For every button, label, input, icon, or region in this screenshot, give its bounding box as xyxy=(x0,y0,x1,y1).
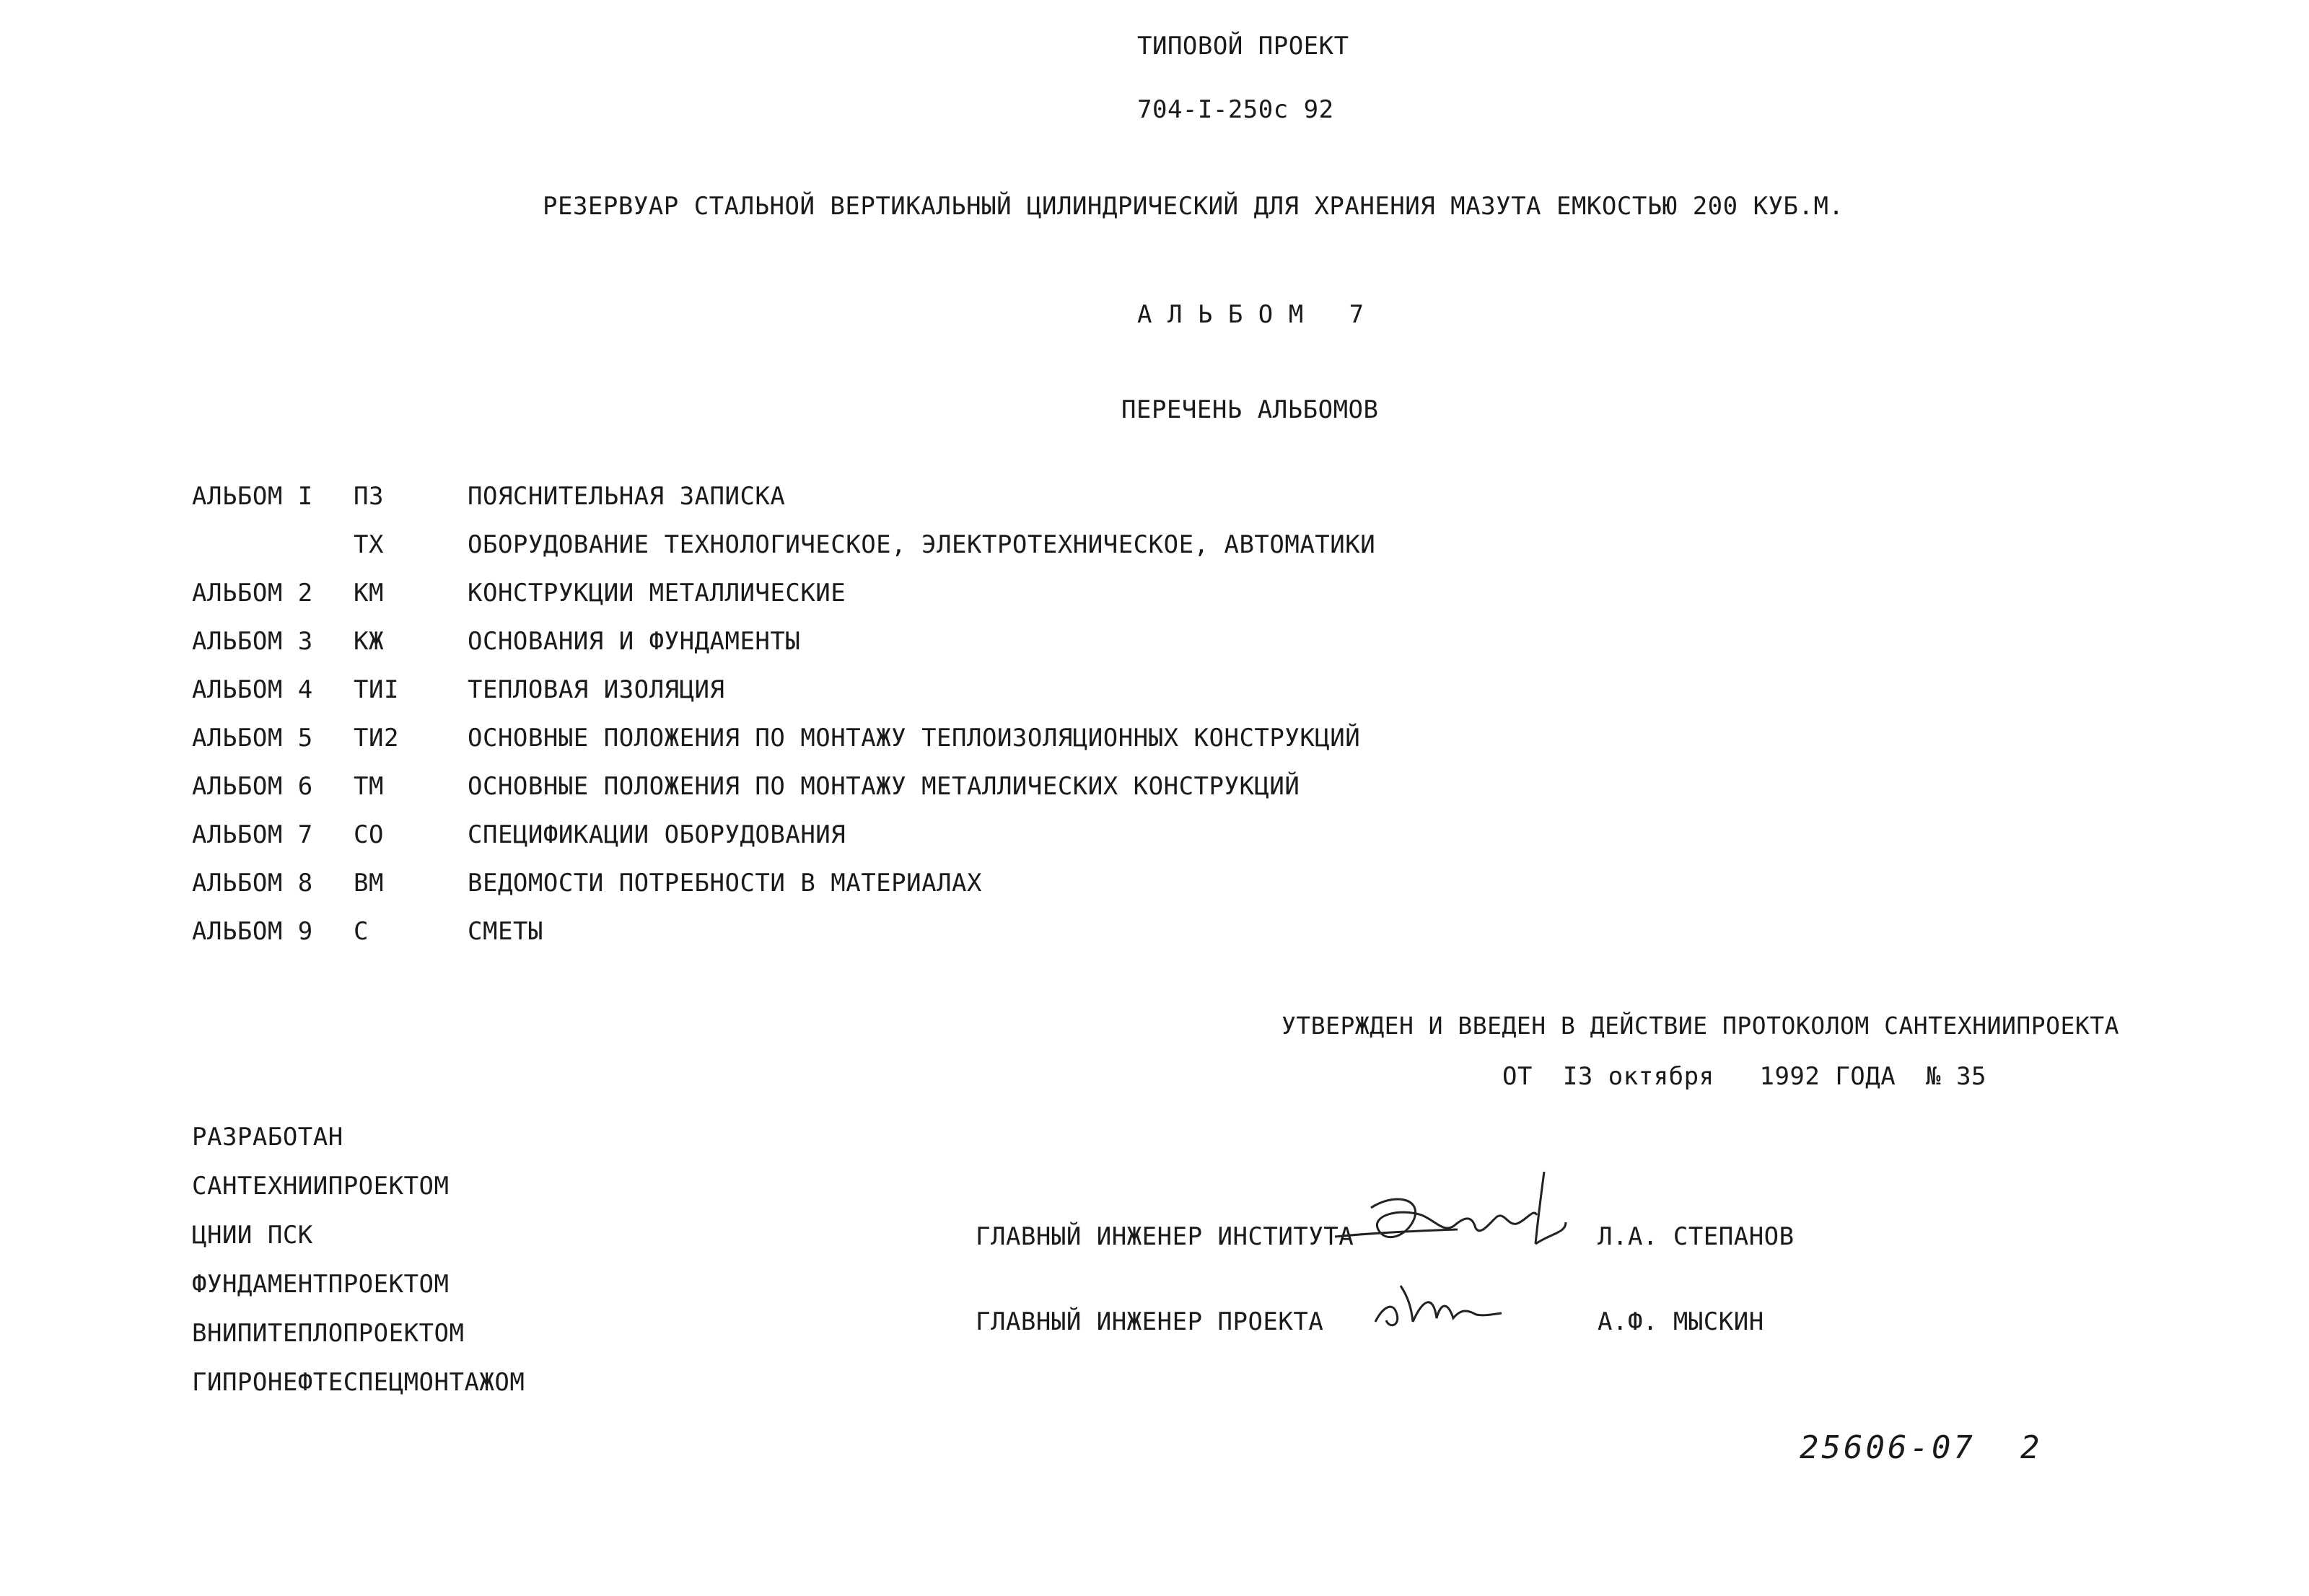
album-code: СО xyxy=(354,820,384,849)
signature-stepanov xyxy=(1328,1165,1587,1273)
developer-org: ЦНИИ ПСК xyxy=(192,1221,313,1250)
chief-engineer-institute-label: ГЛАВНЫЙ ИНЖЕНЕР ИНСТИТУТА xyxy=(976,1222,1354,1251)
developer-org: ФУНДАМЕНТПРОЕКТОМ xyxy=(192,1270,450,1299)
approval-line-2: ОТ I3 октября 1992 ГОДА № 35 xyxy=(1502,1062,1987,1091)
album-title: СМЕТЫ xyxy=(468,917,543,946)
developer-org: САНТЕХНИИПРОЕКТОМ xyxy=(192,1172,450,1201)
album-label: АЛЬБОМ 4 xyxy=(192,675,313,704)
developed-by-label: РАЗРАБОТАН xyxy=(192,1123,343,1152)
albums-list-heading: ПЕРЕЧЕНЬ АЛЬБОМОВ xyxy=(1121,395,1379,424)
album-title: ОСНОВНЫЕ ПОЛОЖЕНИЯ ПО МОНТАЖУ ТЕПЛОИЗОЛЯЦИОННЫХ КОНСТРУКЦИЙ xyxy=(468,724,1361,753)
album-code: КМ xyxy=(354,579,384,608)
signature-myskin xyxy=(1368,1279,1512,1336)
document-number: 25606-07 xyxy=(1800,1429,1976,1466)
developer-org: ГИПРОНЕФТЕСПЕЦМОНТАЖОМ xyxy=(192,1368,525,1397)
album-code: ПЗ xyxy=(354,482,384,511)
album-title: ВЕДОМОСТИ ПОТРЕБНОСТИ В МАТЕРИАЛАХ xyxy=(468,869,982,898)
album-label: АЛЬБОМ 9 xyxy=(192,917,313,946)
project-code: 704-I-250с 92 xyxy=(1137,95,1334,124)
album-title: ОСНОВНЫЕ ПОЛОЖЕНИЯ ПО МОНТАЖУ МЕТАЛЛИЧЕСКИХ КОНСТРУКЦИЙ xyxy=(468,772,1300,801)
album-code: ВМ xyxy=(354,869,384,898)
project-title: РЕЗЕРВУАР СТАЛЬНОЙ ВЕРТИКАЛЬНЫЙ ЦИЛИНДРИЧЕСКИЙ ДЛЯ ХРАНЕНИЯ МАЗУТА ЕМКОСТЬЮ 200 КУБ.М. xyxy=(543,192,1844,221)
album-code: С xyxy=(354,917,369,946)
album-label: АЛЬБОМ I xyxy=(192,482,313,511)
album-code: ТИI xyxy=(354,675,399,704)
album-code: ТМ xyxy=(354,772,384,801)
album-title: ОСНОВАНИЯ И ФУНДАМЕНТЫ xyxy=(468,627,801,656)
album-label: АЛЬБОМ 3 xyxy=(192,627,313,656)
album-code: ТХ xyxy=(354,530,384,559)
album-label: АЛЬБОМ 7 xyxy=(192,820,313,849)
album-code: КЖ xyxy=(354,627,384,656)
chief-engineer-institute-name: Л.А. СТЕПАНОВ xyxy=(1598,1222,1795,1251)
album-title: ТЕПЛОВАЯ ИЗОЛЯЦИЯ xyxy=(468,675,725,704)
album-title: СПЕЦИФИКАЦИИ ОБОРУДОВАНИЯ xyxy=(468,820,846,849)
page-number: 2 xyxy=(2020,1429,2040,1466)
album-title: ОБОРУДОВАНИЕ ТЕХНОЛОГИЧЕСКОЕ, ЭЛЕКТРОТЕХНИЧЕСКОЕ, АВТОМАТИКИ xyxy=(468,530,1376,559)
album-label: АЛЬБОМ 2 xyxy=(192,579,313,608)
album-label: АЛЬБОМ 5 xyxy=(192,724,313,753)
album-title: КОНСТРУКЦИИ МЕТАЛЛИЧЕСКИЕ xyxy=(468,579,846,608)
album-label: АЛЬБОМ 8 xyxy=(192,869,313,898)
project-type: ТИПОВОЙ ПРОЕКТ xyxy=(1137,32,1349,61)
chief-engineer-project-label: ГЛАВНЫЙ ИНЖЕНЕР ПРОЕКТА xyxy=(976,1307,1324,1336)
chief-engineer-project-name: А.Ф. МЫСКИН xyxy=(1598,1307,1764,1336)
album-label: АЛЬБОМ 6 xyxy=(192,772,313,801)
developer-org: ВНИПИТЕПЛОПРОЕКТОМ xyxy=(192,1319,465,1348)
album-title: ПОЯСНИТЕЛЬНАЯ ЗАПИСКА xyxy=(468,482,786,511)
approval-line-1: УТВЕРЖДЕН И ВВЕДЕН В ДЕЙСТВИЕ ПРОТОКОЛОМ САНТЕХНИИПРОЕКТА xyxy=(1281,1012,2119,1040)
album-code: ТИ2 xyxy=(354,724,399,753)
album-number: А Л Ь Б О М 7 xyxy=(1137,300,1364,329)
